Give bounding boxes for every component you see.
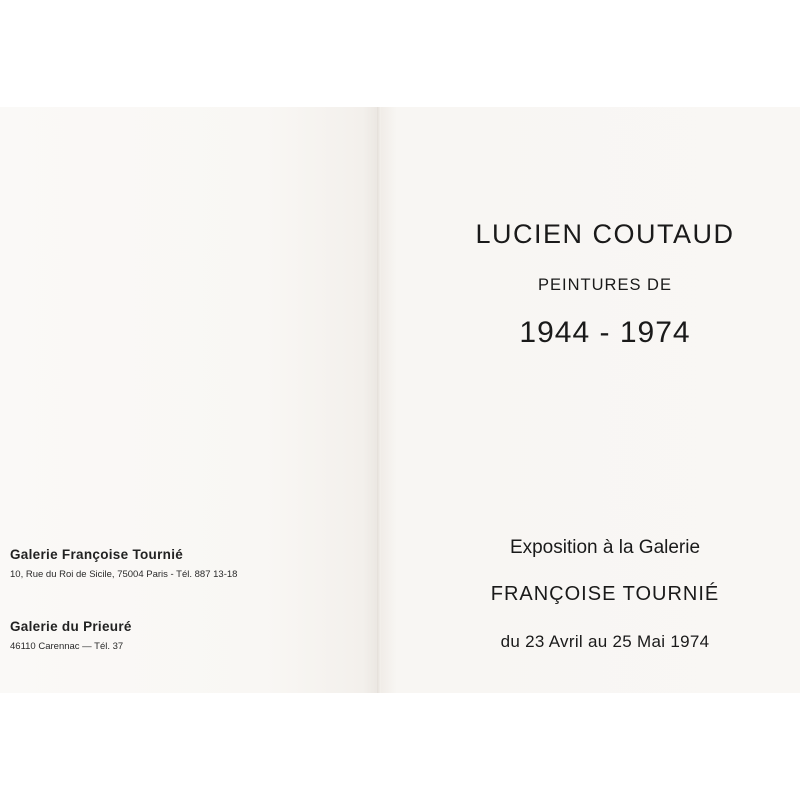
exhibition-dates: du 23 Avril au 25 Mai 1974 xyxy=(500,632,710,651)
gallery-prieure-name: Galerie du Prieuré xyxy=(10,619,132,634)
years: 1944 - 1974 xyxy=(519,316,691,349)
artist-name: LUCIEN COUTAUD xyxy=(475,219,735,249)
gallery-prieure-block xyxy=(10,619,132,652)
gallery-tournie-address: 10, Rue du Roi de Sicile, 75004 Paris - Tél. 887 13-18 xyxy=(10,569,238,580)
subtitle: PEINTURES DE xyxy=(538,276,672,294)
gallery-tournie-block xyxy=(10,547,237,580)
left-page xyxy=(0,107,378,693)
page-gutter xyxy=(377,107,381,693)
gallery-tournie-name: Galerie Françoise Tournié xyxy=(10,547,184,562)
gallery-title: FRANÇOISE TOURNIÉ xyxy=(490,583,720,605)
gallery-prieure-address: 46110 Carennac — Tél. 37 xyxy=(10,641,124,652)
exhibition-line: Exposition à la Galerie xyxy=(509,537,701,558)
